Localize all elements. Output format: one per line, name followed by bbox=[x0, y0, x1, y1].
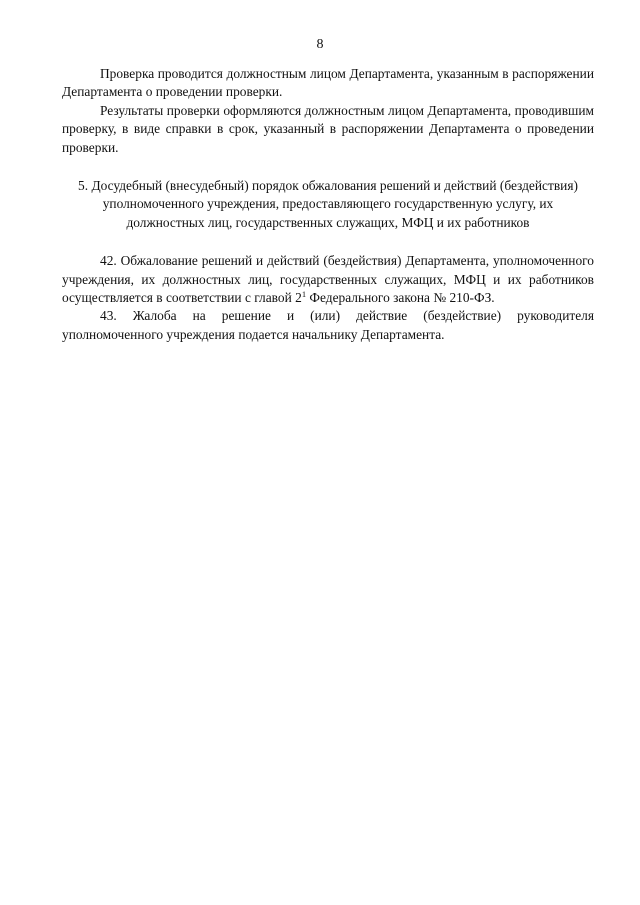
chapter-superscript: 1 bbox=[301, 289, 307, 300]
paragraph-42-text: 42. Обжалование решений и действий (бездействия) Департамента, уполномоченного учреждения, их должностных лиц, государственных служащих, МФЦ и их работников осуществляется в соответствии с главой 2 bbox=[62, 253, 594, 306]
paragraph-43: 43. Жалоба на решение и (или) действие (бездействие) руководителя уполномоченного учреждения подается начальнику Департамента. bbox=[62, 308, 594, 342]
paragraph-42-text-end: Федерального закона № 210-ФЗ. bbox=[306, 290, 495, 306]
page-number: 8 bbox=[316, 37, 324, 52]
section-heading-5: 5. Досудебный (внесудебный) порядок обжалования решений и действий (бездействия) уполномоченного учреждения, предоставляющего государственную услугу, их должностных лиц, государственных служащих, МФЦ и их работников bbox=[78, 178, 578, 230]
paragraph-42 bbox=[62, 252, 594, 307]
paragraph-inspection-results: Результаты проверки оформляются должностным лицом Департамента, проводившим проверку, в виде справки в срок, указанный в распоряжении Департамента о проведении проверки. bbox=[62, 102, 594, 155]
paragraph-inspection-conduct: Проверка проводится должностным лицом Департамента, указанным в распоряжении Департамента о проведении проверки. bbox=[62, 66, 594, 100]
document-body bbox=[62, 65, 594, 344]
